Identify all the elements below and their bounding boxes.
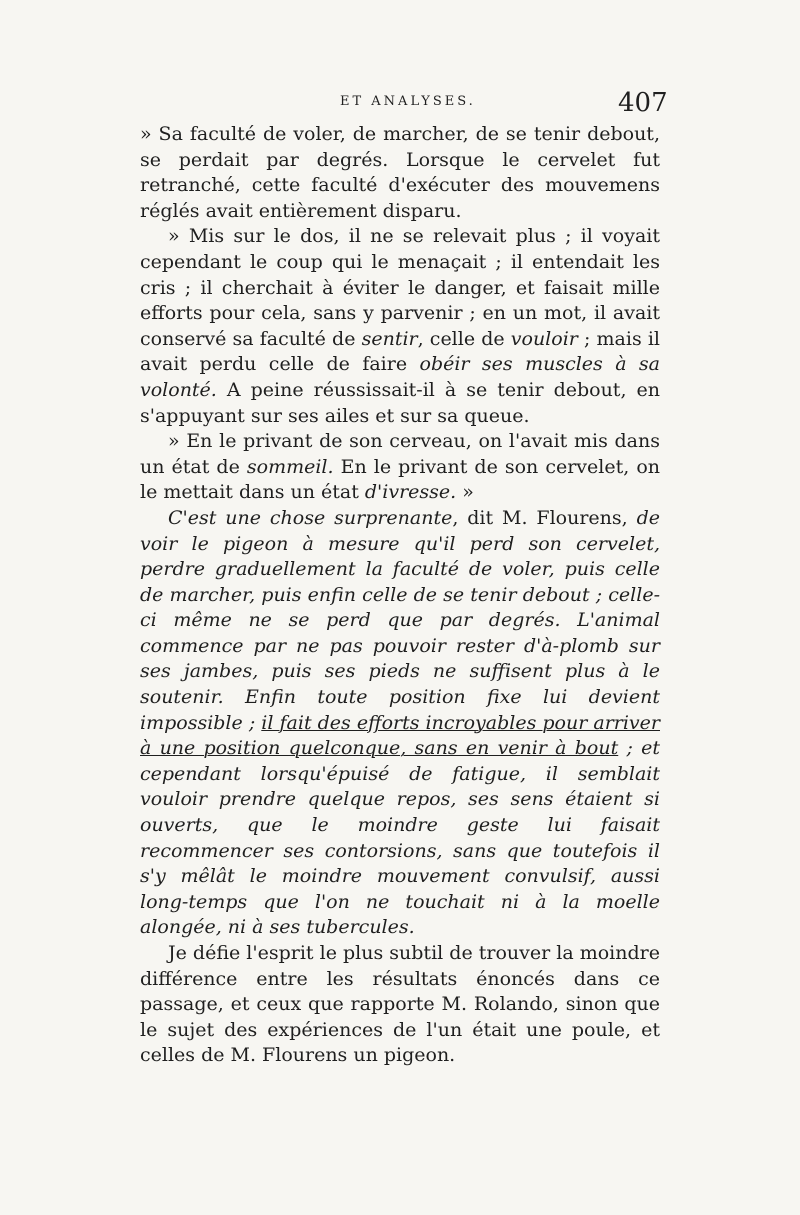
p4-italic-1: C'est une chose surprenante <box>168 506 453 529</box>
p5-text: Je défie l'esprit le plus subtil de trouver la moindre différence entre les résultats énoncés dans ce passage, et ceux que rapporte M. Rolando, sinon que le sujet des expériences de l'un était une poule, et celles de M. Flourens un pigeon. <box>140 942 660 1067</box>
p3-text-2: En le privant de son cervelet, on le mettait dans un état <box>140 455 661 504</box>
paragraph-3 <box>140 429 660 506</box>
p1-text: » Sa faculté de voler, de marcher, de se tenir debout, se perdait par degrés. Lorsque le cervelet fut retranché, cette faculté d'exécuter des mouvemens réglés avait entièrement disparu. <box>140 123 660 222</box>
p4-italic-2: de voir le pigeon à mesure qu'il perd son cervelet, perdre graduellement la faculté de voler, puis celle de marcher, puis enfin celle de se tenir debout ; celle-ci même ne se perd que par degrés. L'animal commence par ne pas pouvoir rester d'à-plomb sur ses jambes, puis ses pieds ne suffisent plus à le soutenir. Enfin toute position fixe lui devient impossible ; <box>140 506 660 734</box>
paragraph-5 <box>140 941 660 1069</box>
p2-italic-vouloir: vouloir <box>510 327 578 350</box>
p4-text-1: , dit M. Flourens, <box>452 506 637 529</box>
p2-text-3: ; mais il avait perdu celle de faire <box>140 327 660 376</box>
page-number: 407 <box>618 88 668 118</box>
p2-italic-sentir: sentir <box>361 327 418 350</box>
p3-text-1: » En le privant de son cerveau, on l'avait mis dans un état de <box>140 430 660 478</box>
p2-text-1: » Mis sur le dos, il ne se relevait plus ; il voyait cependant le coup qui le menaçait ; il entendait les cris ; il cherchait à éviter le danger, et faisait mille efforts pour cela, sans y parvenir ; en un mot, il avait conservé sa faculté de <box>140 225 660 350</box>
paragraph-2 <box>140 224 660 429</box>
p3-text-3: » <box>456 481 474 504</box>
paragraph-4-quote <box>140 506 660 941</box>
paragraph-1 <box>140 122 660 224</box>
p3-italic-sommeil: sommeil. <box>246 455 334 478</box>
p3-italic-ivresse: d'ivresse. <box>364 481 457 504</box>
p2-text-2: , celle de <box>417 327 511 350</box>
body-text <box>140 122 660 1069</box>
p4-underlined-passage: il fait des efforts incroyables pour arriver à une position quelconque, sans en venir à bout <box>140 711 660 760</box>
p2-text-4: A peine réussissait-il à se tenir debout, en s'appuyant sur ses ailes et sur sa queue. <box>140 378 660 427</box>
running-title: ET ANALYSES. <box>340 94 476 109</box>
p4-italic-3: ; et cependant lorsqu'épuisé de fatigue, il semblait vouloir prendre quelque repos, ses sens étaient si ouverts, que le moindre geste lui faisait recommencer ses contorsions, sans que toutefois il s'y mêlât le moindre mouvement convulsif, aussi long-temps que l'on ne touchait ni à la moelle alongée, ni à ses tubercules. <box>140 737 660 939</box>
p2-italic-obeir: obéir ses muscles à sa volonté. <box>140 353 661 401</box>
